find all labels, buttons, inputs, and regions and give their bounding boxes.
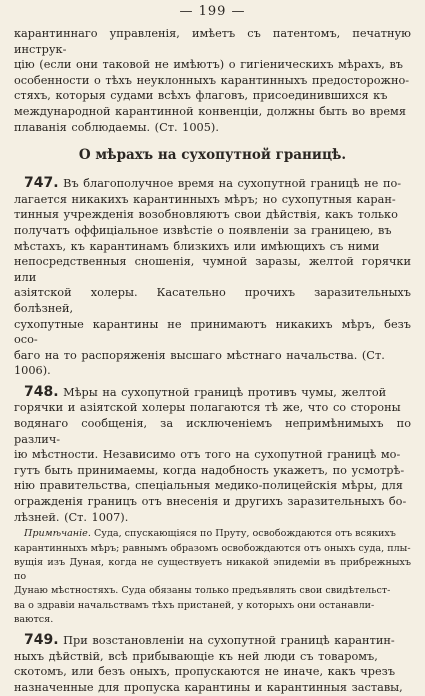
article-748 — [14, 385, 411, 525]
text-line: Дунаю мѣстностяхъ. Суда обязаны только предъявлять свои свидѣтельст- — [14, 585, 391, 597]
text-line: горячки и азіятской холеры полагаются тѣ же, что со стороны — [14, 401, 401, 415]
article-747 — [14, 176, 411, 379]
text-line: 1006). — [14, 364, 51, 378]
text-line: международной карантинной конвенціи, должны быть во время — [14, 104, 406, 118]
text-line: Суда, спускающіяся по Пруту, освобождаются отъ всякихъ — [90, 528, 396, 540]
text-line: плаванія соблюдаемы. (Ст. 1005). — [14, 120, 219, 134]
text-line: ваются. — [14, 614, 54, 625]
text-line: лѣзней. (Ст. 1007). — [14, 510, 129, 524]
text-line: гутъ быть принимаемы, когда надобность укажетъ, по усмотрѣ- — [14, 463, 405, 477]
text-line: скотомъ, или безъ оныхъ, пропускаются не иначе, какъ чрезъ — [14, 665, 396, 679]
section-heading: О мѣрахъ на сухопутной границѣ. — [78, 147, 347, 164]
text-line: тинныя учрежденія возобновляютъ свои дѣйствія, какъ только — [14, 208, 398, 222]
article-number: 748. — [24, 383, 59, 400]
text-line: баго на то распоряженія высшаго мѣстнаго начальства. (Ст. — [14, 348, 385, 362]
text-line: цію (если они таковой не имѣютъ) о гигіеническихъ мѣрахъ, въ — [14, 58, 403, 72]
text-line: водянаго сообщенія, за исключеніемъ непримѣнимыхъ по различ- — [14, 417, 411, 446]
text-line: получатъ оффиціальное извѣстіе о появленіи за границею, въ — [14, 223, 392, 237]
text-line: лагается никакихъ карантинныхъ мѣръ; но сухопутныя каран- — [14, 192, 396, 206]
text-line: ныхъ дѣйствій, всѣ прибывающіе къ ней люди съ товаромъ, — [14, 649, 378, 663]
text-line: ва о здравіи начальствамъ тѣхъ пристаней, у которыхъ они останавли- — [14, 599, 375, 611]
text-line: Въ благополучное время на сухопутной границѣ не по- — [58, 177, 402, 191]
text-line: азіятской холеры. Касательно прочихъ заразительныхъ болѣзней, — [14, 286, 411, 315]
text-line: карантинныхъ мѣръ; равнымъ образомъ освобождаются отъ оныхъ суда, плы- — [14, 542, 411, 554]
text-line: карантиннаго управленія, имѣетъ съ патентомъ, печатную инструк- — [14, 27, 411, 56]
intro-paragraph — [14, 26, 411, 135]
text-line: нію правительства, спеціальныя медико-полицейскія мѣры, для — [14, 479, 403, 493]
text-line: непосредственныя сношенія, чумной заразы, желтой горячки или — [14, 255, 411, 284]
article-number: 749. — [24, 632, 59, 649]
article-number: 747. — [24, 175, 59, 192]
text-line: Мѣры на сухопутной границѣ противъ чумы, желтой — [58, 385, 387, 399]
article-749 — [14, 633, 411, 695]
text-line: ію мѣстности. Независимо отъ того на сухопутной границѣ мо- — [14, 448, 401, 462]
footnote — [14, 527, 411, 627]
page-number: — 199 — — [179, 4, 246, 19]
text-line: огражденія границъ отъ внесенія и другихъ заразительныхъ бо- — [14, 495, 407, 509]
text-line: стяхъ, которыя судами всѣхъ флаговъ, присоединившихся къ — [14, 89, 388, 103]
text-line: При возстановленіи на сухопутной границѣ карантин- — [58, 634, 395, 648]
text-line: мѣстахъ, къ карантинамъ близкихъ или имѣющихъ съ ними — [14, 239, 380, 253]
text-line: назначенные для пропуска карантины и карантинныя заставы, — [14, 681, 403, 695]
text-line: сухопутные карантины не принимаютъ никакихъ мѣръ, безъ осо- — [14, 317, 411, 347]
text-line: вущія изъ Дуная, когда не существуетъ никакой эпидеміи въ прибрежныхъ по — [14, 556, 411, 583]
text-line: особенности о тѣхъ неуклонныхъ карантинныхъ предосторожно- — [14, 73, 410, 87]
note-label: Примѣчаніе. — [24, 528, 91, 540]
